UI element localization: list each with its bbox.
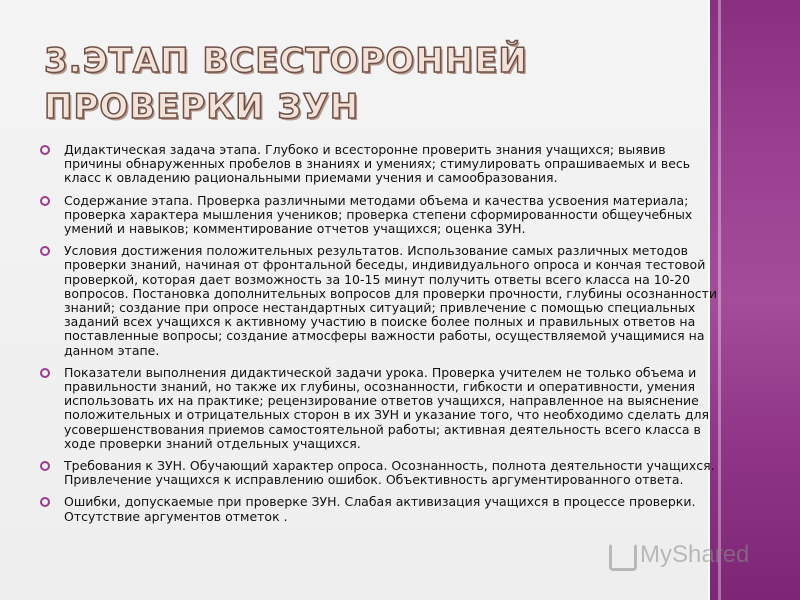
list-item-text: Показатели выполнения дидактической задачи урока. Проверка учителем не только объема и правильности знаний, но также их глубины, осознанности, гибкости и оперативности, умения использовать их на практике; рецензирование ответов учащихся, направленное на выяснение положительных и отрицательных сторон в их ЗУН и указание того, что необходимо сделать для усовершенствования приемов самостоятельной работы; активная деятельность всего класса в ходе проверки знаний отдельных учащихся. xyxy=(64,364,710,451)
circle-bullet-icon xyxy=(40,368,50,378)
list-item-text: Условия достижения положительных результатов. Использование самых различных методов проверки знаний, начиная от фронтальной беседы, индивидуального опроса и кончая тестовой проверкой, которая дает возможность за 10-15 минут получить ответы всего класса на 10-20 вопросов. Постановка дополнительных вопросов для проверки прочности, глубины осознанности знаний; создание при опросе нестандартных ситуаций; привлечение с помощью специальных заданий всех учащихся к активному участию в поиске более полных и правильных ответов на поставленные вопросы; создание атмосферы важности работы, осуществляемой учащимися на данном этапе. xyxy=(64,243,718,358)
circle-bullet-icon xyxy=(40,246,50,256)
slide-title-line-2: ПРОВЕРКИ ЗУН xyxy=(44,87,360,127)
slide-title-line-1: 3.ЭТАП ВСЕСТОРОННЕЙ xyxy=(44,41,528,81)
slide-title xyxy=(44,38,604,130)
list-item xyxy=(40,459,720,487)
list-item xyxy=(40,495,720,523)
list-item xyxy=(40,244,720,358)
decorative-side-band xyxy=(708,0,800,600)
watermark xyxy=(606,538,749,572)
bullet-list xyxy=(40,143,720,532)
circle-bullet-icon xyxy=(40,497,50,507)
list-item xyxy=(40,143,720,186)
watermark-text: MyShared xyxy=(640,541,750,568)
circle-bullet-icon xyxy=(40,461,50,471)
list-item-text: Содержание этапа. Проверка различными методами объема и качества усвоения материала; проверка характера мышления учеников; проверка степени сформированности общеучебных умений и навыков; комментирование отчетов учащихся; оценка ЗУН. xyxy=(64,192,693,237)
circle-bullet-icon xyxy=(40,196,50,206)
list-item-text: Ошибки, допускаемые при проверке ЗУН. Слабая активизация учащихся в процессе проверки. Отсутствие аргументов отметок . xyxy=(64,494,696,524)
list-item-text: Требования к ЗУН. Обучающий характер опроса. Осознанность, полнота деятельности учащихся. Привлечение учащихся к исправлению ошибок. Объективность аргументированного ответа. xyxy=(64,458,715,488)
list-item-text: Дидактическая задача этапа. Глубоко и всесторонне проверить знания учащихся; выявив причины обнаруженных пробелов в знаниях и умениях; стимулировать опрашиваемых и весь класс к овладению рациональными приемами учения и самообразования. xyxy=(64,142,691,186)
list-item xyxy=(40,194,720,237)
myshared-logo-icon xyxy=(606,540,636,570)
list-item xyxy=(40,366,720,451)
circle-bullet-icon xyxy=(40,145,50,155)
